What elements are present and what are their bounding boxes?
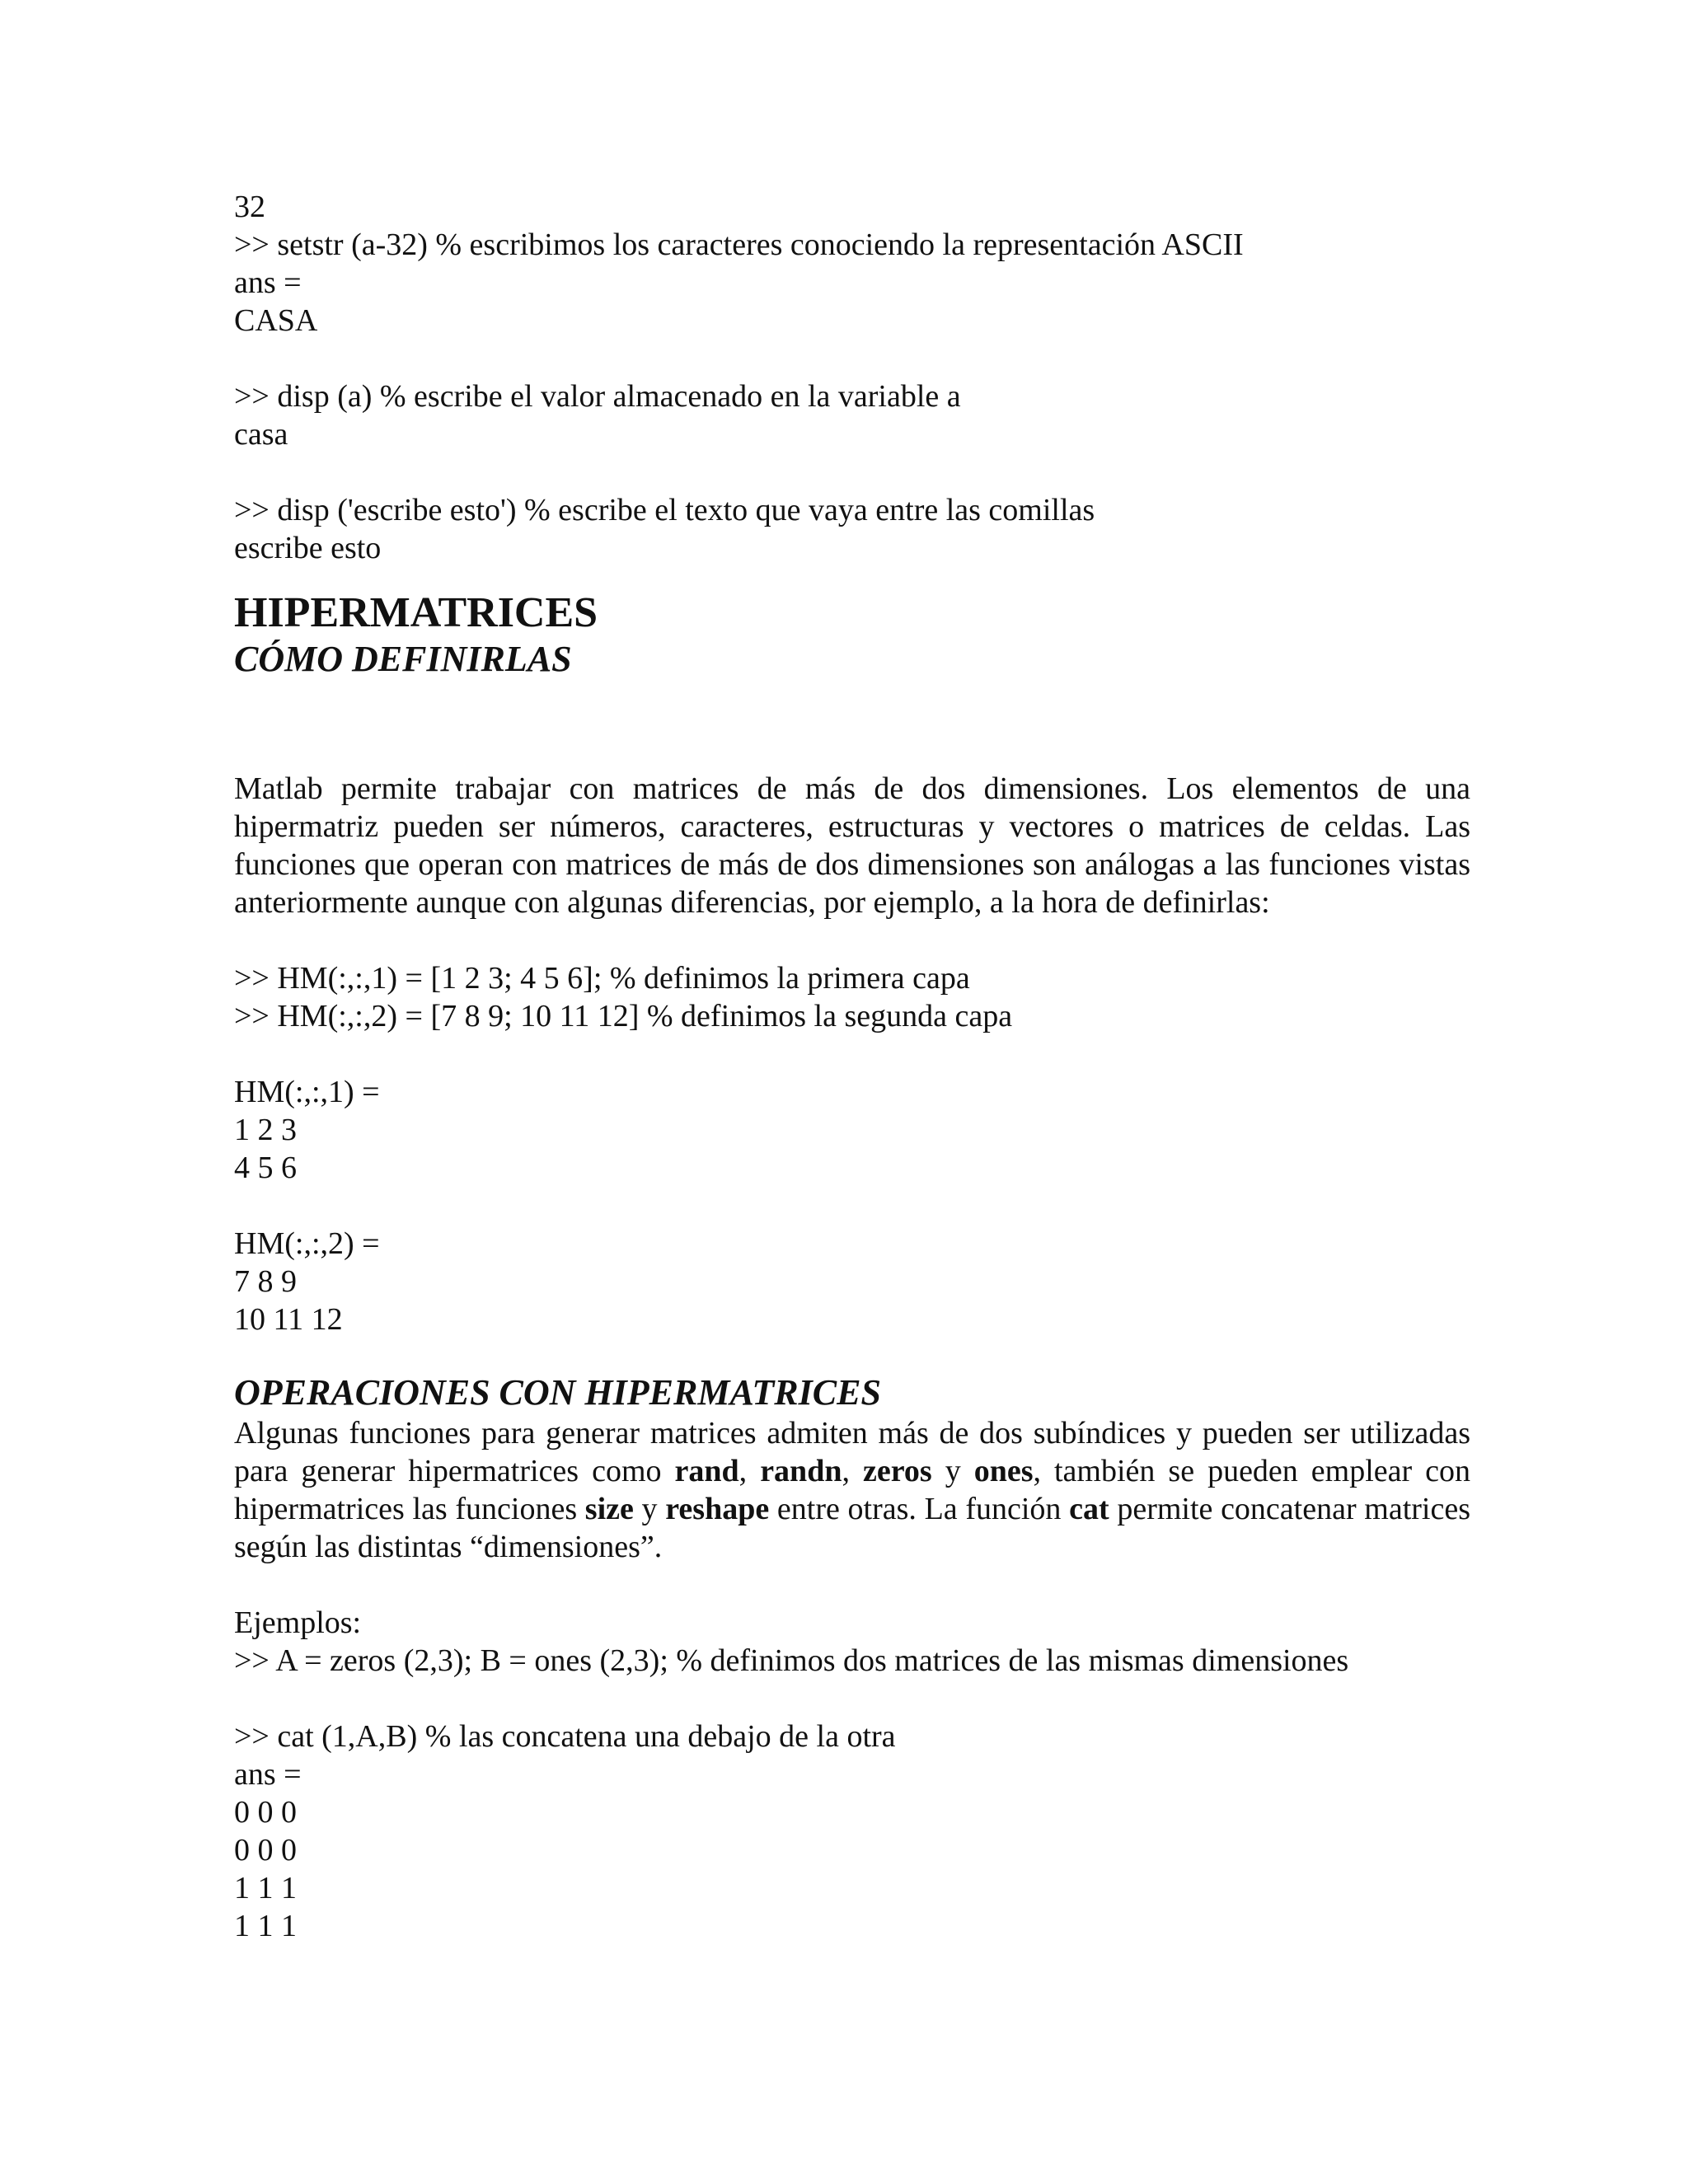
code-line: >> A = zeros (2,3); B = ones (2,3); % definimos dos matrices de las mismas dimensiones <box>234 1643 1349 1678</box>
matrix-row: 4 5 6 <box>234 1151 297 1185</box>
matrix-row: 10 11 12 <box>234 1302 343 1337</box>
function-name-reshape: reshape <box>665 1492 770 1526</box>
section-title-operaciones: OPERACIONES CON HIPERMATRICES <box>234 1372 881 1413</box>
paragraph-text: y <box>633 1492 666 1526</box>
matrix-row: 0 0 0 <box>234 1833 297 1868</box>
output-line: casa <box>234 417 288 452</box>
code-line: >> disp (a) % escribe el valor almacenado en la variable a <box>234 379 961 414</box>
output-line: escribe esto <box>234 531 382 565</box>
spacer <box>234 1338 1470 1371</box>
examples-label: Ejemplos: <box>234 1605 362 1640</box>
code-line: >> disp ('escribe esto') % escribe el texto que vaya entre las comillas <box>234 493 1095 527</box>
spacer <box>234 1035 1470 1073</box>
spacer <box>234 1680 1470 1718</box>
subsection-title-definirlas: CÓMO DEFINIRLAS <box>234 639 572 679</box>
output-label: ans = <box>234 1757 302 1792</box>
spacer <box>234 340 1470 377</box>
code-line: >> HM(:,:,2) = [7 8 9; 10 11 12] % definimos la segunda capa <box>234 999 1013 1033</box>
function-name-randn: randn <box>760 1454 842 1488</box>
spacer <box>234 681 1470 770</box>
output-line: CASA <box>234 303 318 338</box>
code-line: >> cat (1,A,B) % las concatena una debajo de la otra <box>234 1719 896 1754</box>
intro-paragraph: Matlab permite trabajar con matrices de más de dos dimensiones. Los elementos de una hipermatriz pueden ser números, caracteres, estructuras y vectores o matrices de celdas. Las funciones que operan con matrices de más de dos dimensiones son análogas a las funciones vistas anteriormente aunque con algunas diferencias, por ejemplo, a la hora de definirlas: <box>234 771 1470 920</box>
document-page <box>234 188 1470 1945</box>
paragraph-text: permite concatenar matrices según las distintas “dimensiones”. <box>234 1492 1471 1564</box>
matrix-row: 1 1 1 <box>234 1871 297 1905</box>
function-name-rand: rand <box>674 1454 739 1488</box>
section-title-hipermatrices: HIPERMATRICES <box>234 589 598 636</box>
function-name-cat: cat <box>1069 1492 1109 1526</box>
code-line: >> HM(:,:,1) = [1 2 3; 4 5 6]; % definimos la primera capa <box>234 961 970 996</box>
paragraph-text: , también se pueden emplear con hipermatrices las funciones <box>234 1454 1471 1526</box>
output-label: HM(:,:,1) = <box>234 1075 380 1109</box>
paragraph-text: , <box>842 1454 863 1488</box>
spacer <box>234 453 1470 491</box>
function-name-size: size <box>584 1492 634 1526</box>
matrix-row: 0 0 0 <box>234 1795 297 1830</box>
matrix-row: 7 8 9 <box>234 1264 297 1299</box>
function-name-ones: ones <box>973 1454 1034 1488</box>
output-line: ans = <box>234 265 302 300</box>
output-line: 32 <box>234 190 265 224</box>
operations-paragraph <box>234 1414 1470 1566</box>
code-line: >> setstr (a-32) % escribimos los caracteres conociendo la representación ASCII <box>234 227 1244 262</box>
spacer <box>234 1566 1470 1604</box>
function-name-zeros: zeros <box>862 1454 932 1488</box>
matrix-row: 1 1 1 <box>234 1909 297 1943</box>
matrix-row: 1 2 3 <box>234 1113 297 1147</box>
paragraph-text: Algunas funciones para generar matrices admiten más de dos subíndices y pueden ser utilizadas para generar hipermatrices como <box>234 1416 1470 1488</box>
paragraph-text: entre otras. La función <box>769 1492 1070 1526</box>
spacer <box>234 921 1470 959</box>
paragraph-text: y <box>931 1454 974 1488</box>
spacer <box>234 1187 1470 1225</box>
output-label: HM(:,:,2) = <box>234 1226 380 1261</box>
paragraph-text: , <box>738 1454 761 1488</box>
